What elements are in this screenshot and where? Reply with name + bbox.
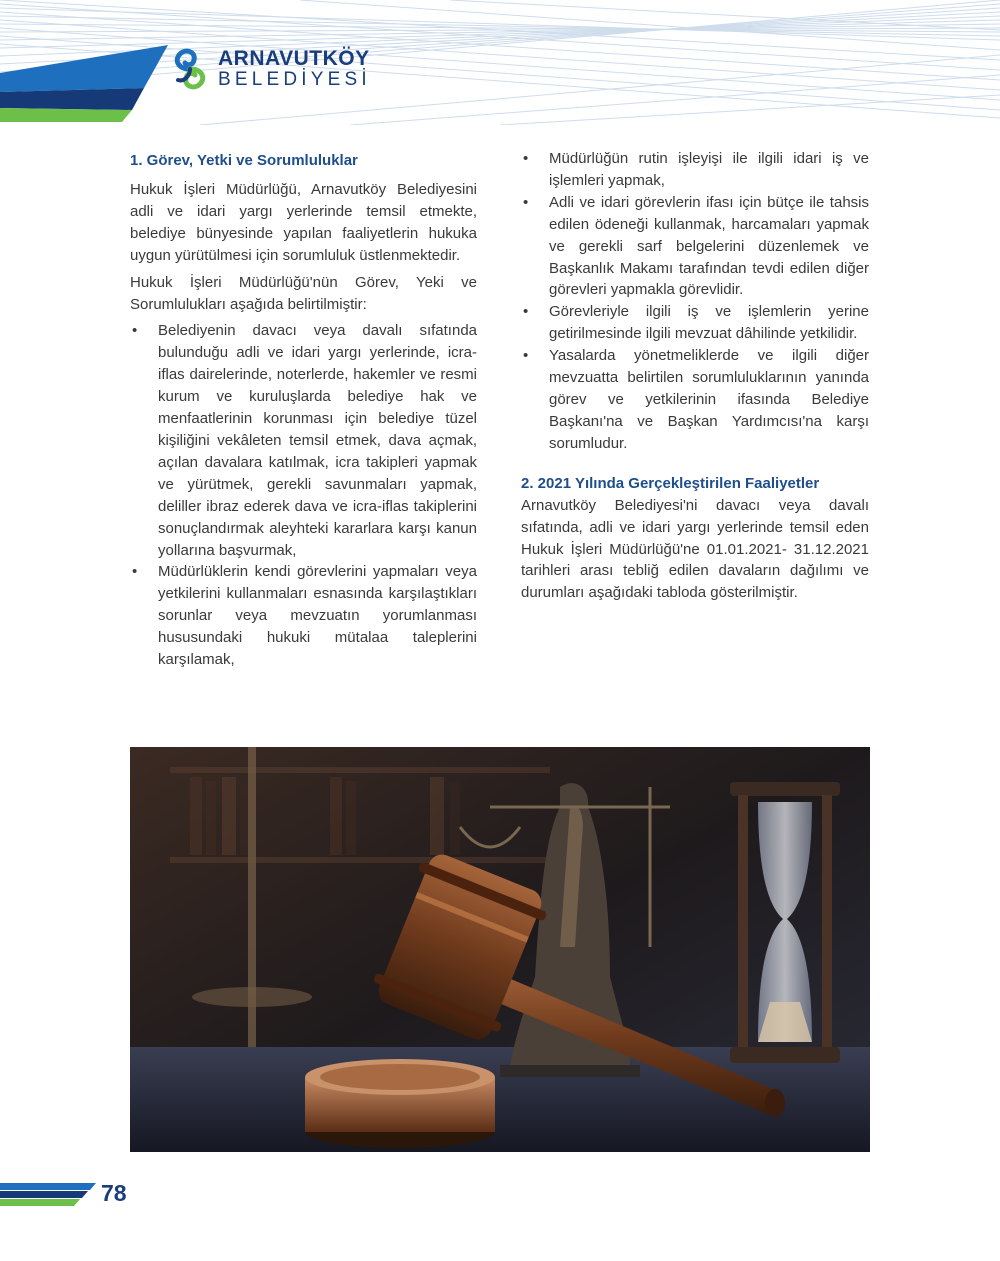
section-heading-2: 2. 2021 Yılında Gerçekleştirilen Faaliyetler <box>521 474 820 492</box>
intro-paragraph: Hukuk İşleri Müdürlüğü, Arnavutköy Belediyesini adli ve idari yargı yerlerinde temsil etmekte, belediye bünyesinde yapılan faaliyetlerin hukuka uygun yürütülmesi için sorumluluk üstlenmektedir. <box>130 181 477 264</box>
header-band <box>0 0 1000 125</box>
gavel-photo <box>130 747 870 1152</box>
page-number: 78 <box>101 1180 127 1206</box>
section-heading-1: 1. Görev, Yetki ve Sorumluluklar <box>130 152 358 169</box>
arnavutkoy-logo-icon <box>170 48 210 90</box>
list-intro-paragraph: Hukuk İşleri Müdürlüğü'nün Görev, Yeki ve Sorumlulukları aşağıda belirtilmiştir: <box>130 273 477 313</box>
footer-stripes <box>0 1180 100 1210</box>
list-item: • Yasalarda yönetmeliklerde ve ilgili diğer mevzuatta belirtilen sorumluluklarının yanında görev ve yetkilerinin ifasında Belediye Başkanı'na ve Başkan Yardımcısı'na karşı sorumludur. <box>521 345 869 455</box>
gavel-illustration <box>130 747 870 1152</box>
activities-paragraph: Arnavutköy Belediyesi'ni davacı veya davalı sıfatında, adli ve idari yargı yerlerinde temsil eden Hukuk İşleri Müdürlüğü'ne 01.01.2021- 31.12.2021 tarihleri arası tebliğ edilen davaların dağılımı ve durumları aşağıdaki tabloda gösterilmiştir. <box>521 496 869 602</box>
duties-list <box>130 320 477 671</box>
list-item: • Adli ve idari görevlerin ifası için bütçe ile tahsis edilen ödeneği kullanmak, harcamaları yapmak ve gerekli sarf belgelerini düzenlemek ve Başkanlık Makamı tarafından tevdi edilen diğer görevleri yapmakla görevlidir. <box>521 192 869 302</box>
list-item: • Görevleriyle ilgili iş ve işlemlerin yerine getirilmesinde ilgili mevzuat dâhilinde yetkilidir. <box>521 301 869 345</box>
list-item: • Müdürlüklerin kendi görevlerini yapmaları veya yetkilerini kullanmaları esnasında karşılaştıkları sorunlar veya mevzuatın yorumlanması hususundaki hukuki mütalaa taleplerini karşılamak, <box>130 561 477 671</box>
header-pattern <box>0 0 1000 125</box>
list-item: • Müdürlüğün rutin işleyişi ile ilgili idari iş ve işlemleri yapmak, <box>521 148 869 192</box>
list-item: • Belediyenin davacı veya davalı sıfatında bulunduğu adli ve idari yargı yerlerinde, icra-iflas dairelerinde, noterlerde, hakemler ve resmi kurum ve kuruluşlarda belediye hak ve menfaatlerinin korunması için belediye tüzel kişiliğini vekâleten temsil etmek, dava açmak, açılan davalara katılmak, icra takipleri yapmak ve yürütmek, gerekli savunmaları yapmak, deliller ibraz ederek dava ve icra-iflas takiplerini sonuçlandırmak aleyhteki kararlara karşı kanun yollarına başvurmak, <box>130 320 477 561</box>
logo-line-1: ARNAVUTKÖY <box>218 47 370 70</box>
right-column <box>521 148 869 609</box>
left-column <box>130 150 477 671</box>
duties-list-continued <box>521 148 869 455</box>
brand-logo <box>170 48 371 90</box>
logo-line-2: BELEDİYESİ <box>218 69 371 90</box>
